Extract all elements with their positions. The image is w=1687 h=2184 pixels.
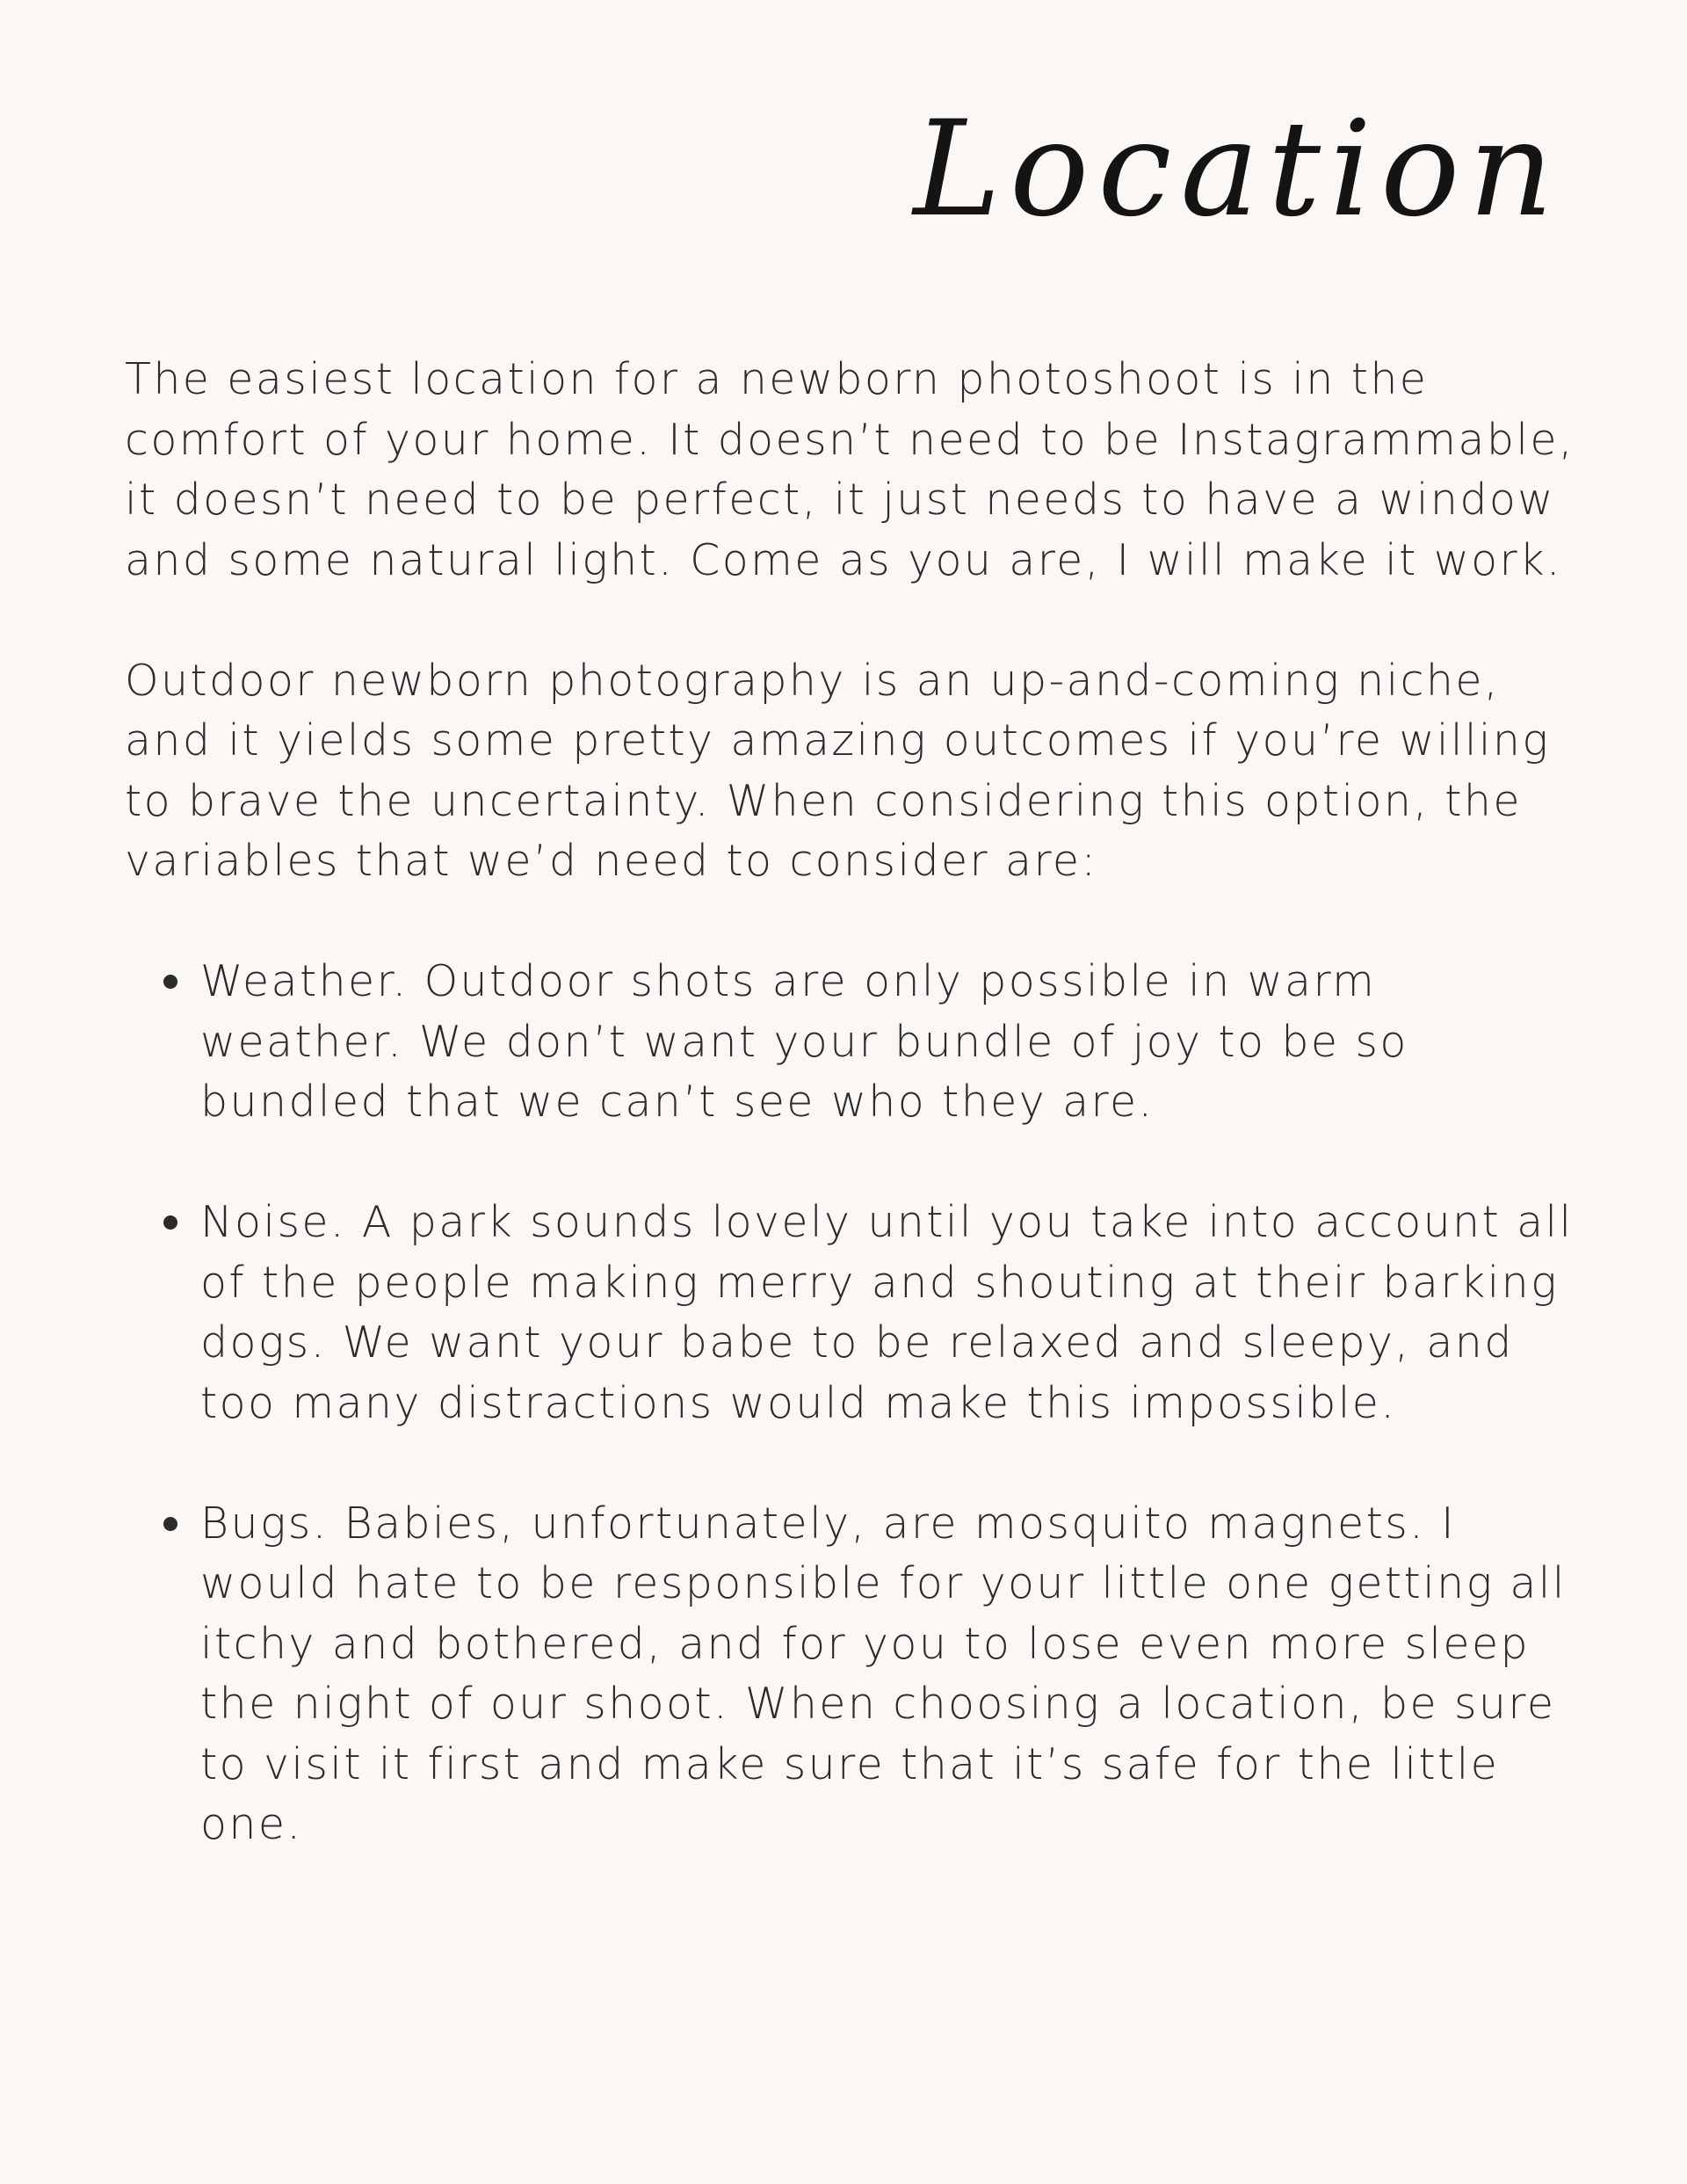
intro-paragraph: The easiest location for a newborn photoshoot is in the comfort of your home. It doesn’t need to be Instagrammable, it doesn’t need to be perfect, it just needs to have a window and some natural light. Come as you are, I will make it work. [125, 354, 1575, 585]
considerations-list [125, 952, 1583, 1855]
list-item-weather: Weather. Outdoor shots are only possible in warm weather. We don’t want your bundle of joy to be so bundled that we can’t see who they are. [200, 952, 1583, 1133]
page-title: Location [913, 93, 1562, 246]
outdoor-paragraph: Outdoor newborn photography is an up-and-coming niche, and it yields some pretty amazing outcomes if you’re willing to brave the uncertainty. When considering this option, the variables that we’d need to consider are: [125, 655, 1551, 886]
list-item-noise: Noise. A park sounds lovely until you take into account all of the people making merry and shouting at their barking dogs. We want your babe to be relaxed and sleepy, and too many distractions would make this impossible. [200, 1193, 1583, 1433]
list-item-bugs: Bugs. Babies, unfortunately, are mosquito magnets. I would hate to be responsible for your little one getting all itchy and bothered, and for you to lose even more sleep the night of our shoot. When choosing a location, be sure to visit it first and make sure that it’s safe for the little one. [200, 1494, 1583, 1855]
body-content [125, 350, 1583, 1915]
